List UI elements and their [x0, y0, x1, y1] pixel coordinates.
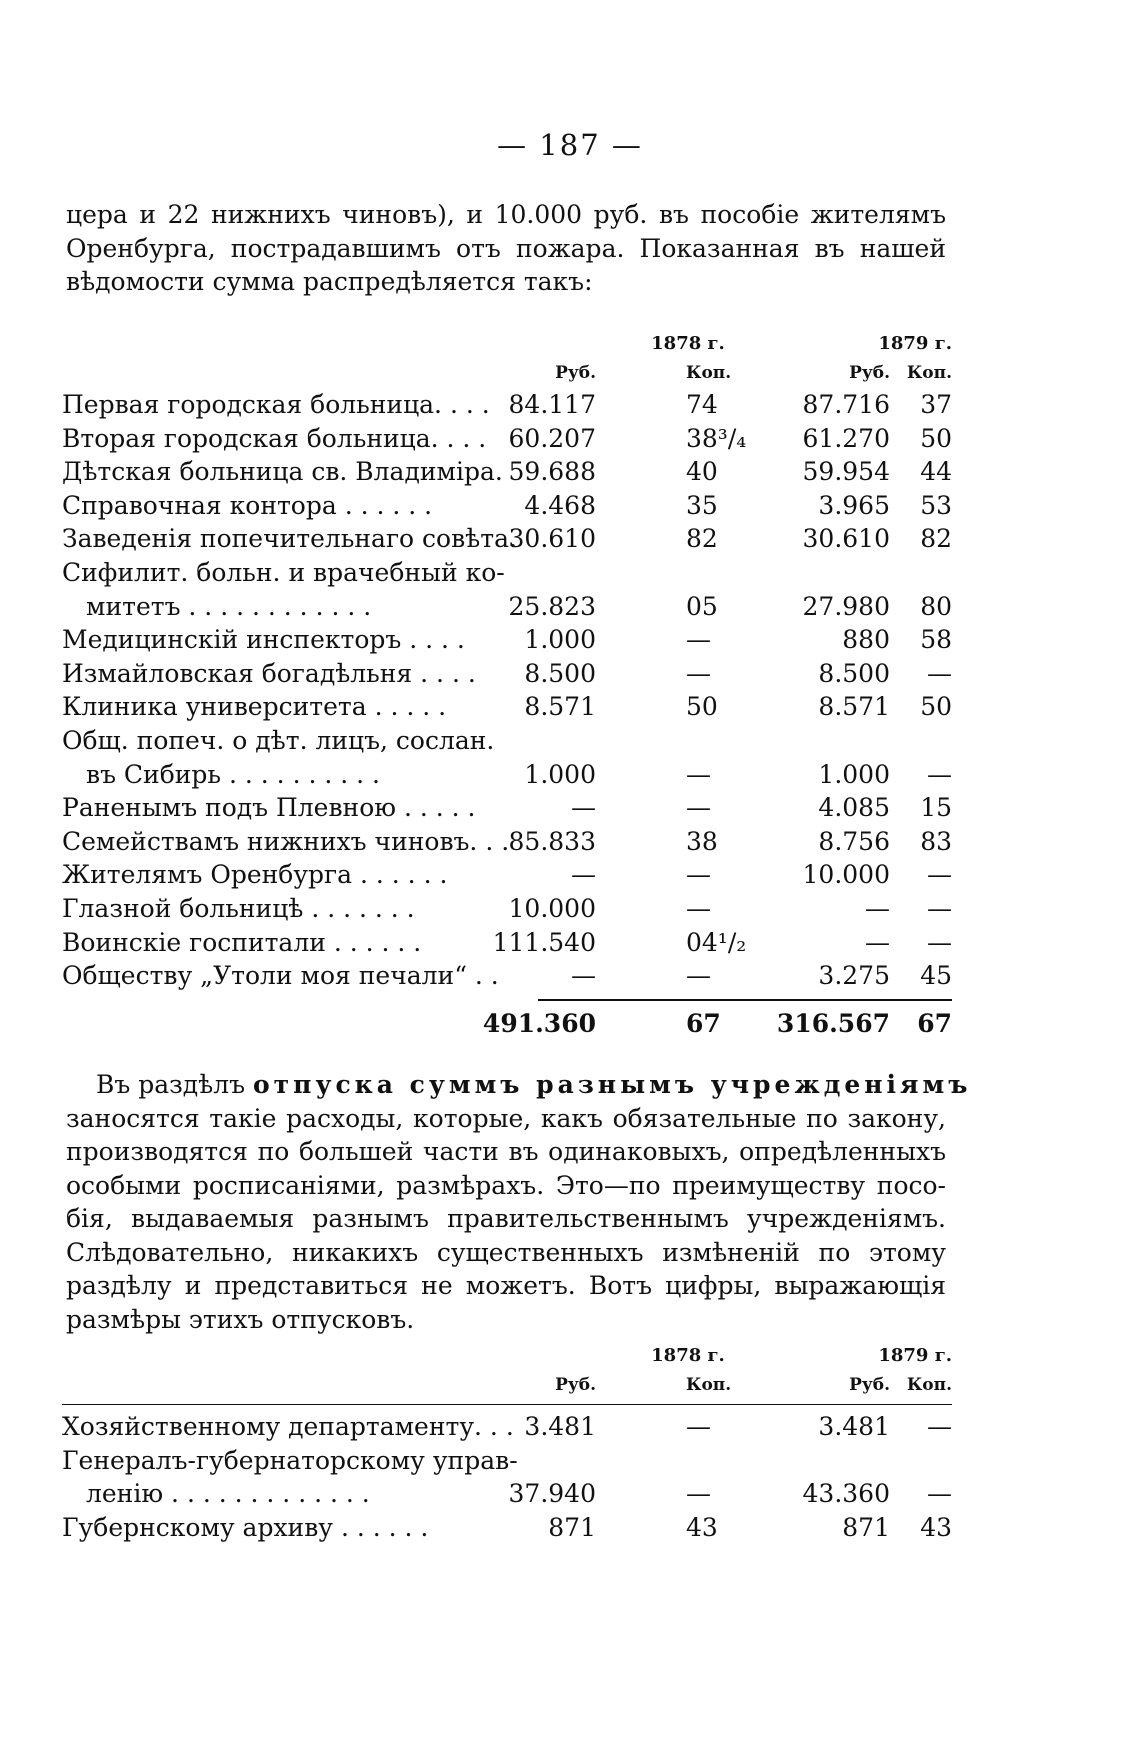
- row-label: Жителямъ Оренбурга . . . . . .: [62, 860, 448, 890]
- rub-label: Руб.: [555, 1375, 596, 1395]
- row-label: Заведенія попечительнаго совѣта.: [62, 524, 517, 554]
- row-label: Общ. попеч. о дѣт. лицъ, сослан.: [62, 725, 495, 755]
- kop-1878: —: [686, 658, 711, 688]
- kop-1879: 50: [920, 692, 952, 722]
- kop-1878: 38: [686, 826, 718, 856]
- table-unit-header: [62, 1370, 952, 1400]
- row-label: Сифилит. больн. и врачебный ко-: [62, 557, 505, 587]
- kop-1878: —: [686, 625, 711, 655]
- table-body: [62, 388, 952, 993]
- kop-1878: 40: [686, 457, 718, 487]
- row-label: Вторая городская больница. . . .: [62, 423, 487, 453]
- row-label: Клиника университета . . . . .: [62, 692, 447, 722]
- intro-line: Оренбурга, пострадавшимъ отъ пожара. Показанная въ нашей: [66, 233, 946, 263]
- rub-1878: 25.823: [508, 591, 596, 621]
- rub-1879: 1.000: [818, 759, 890, 789]
- total-kop-1879: 67: [917, 1008, 952, 1038]
- rub-1878: 8.500: [524, 658, 596, 688]
- kop-1879: —: [927, 759, 952, 789]
- kop-label: Коп.: [906, 363, 952, 383]
- page-number: — 187 —: [497, 128, 643, 162]
- rub-1878: 3.481: [524, 1412, 596, 1441]
- kop-1878: 38³/₄: [686, 423, 747, 453]
- section-line-start: Въ раздѣлъ: [96, 1070, 253, 1099]
- kop-label: Коп.: [686, 1375, 732, 1395]
- header-rule-row: [62, 1400, 952, 1410]
- table-row: [62, 1410, 952, 1444]
- rub-1878: 111.540: [492, 927, 596, 957]
- rub-label: Руб.: [849, 363, 890, 383]
- rub-1879: 30.610: [802, 524, 890, 554]
- rub-1879: 8.756: [818, 826, 890, 856]
- total-rub-1878: 491.360: [482, 1008, 596, 1038]
- kop-1878: 35: [686, 490, 718, 520]
- rub-1879: 87.716: [802, 390, 890, 419]
- rub-1878: 4.468: [524, 490, 596, 520]
- rub-1879: 8.571: [818, 692, 890, 722]
- table-row: [62, 959, 952, 993]
- table-row: [62, 1444, 952, 1478]
- table-unit-header: [62, 358, 952, 388]
- expenses-table-2: [62, 1342, 952, 1544]
- rub-1878: 30.610: [508, 524, 596, 554]
- intro-line: вѣдомости сумма распредѣляется такъ:: [66, 267, 593, 296]
- section-line: заносятся такіе расходы, которые, какъ обязательные по закону,: [66, 1103, 946, 1133]
- section-line: производятся по большей части въ одинаковыхъ, опредѣленныхъ: [66, 1137, 946, 1166]
- section-heading-spaced: отпуска суммъ разнымъ учрежденіямъ: [252, 1070, 972, 1099]
- table-row: [62, 690, 952, 724]
- year-1879-label: 1879 г.: [878, 333, 952, 354]
- rub-1879: 3.481: [818, 1412, 890, 1441]
- year-1878-label: 1878 г.: [651, 1345, 725, 1366]
- kop-1878: —: [686, 793, 711, 823]
- rub-1878: 37.940: [508, 1479, 596, 1509]
- section-line: [66, 1068, 972, 1102]
- table-row: [62, 455, 952, 489]
- table-row: [62, 858, 952, 892]
- kop-1878: 74: [686, 390, 718, 419]
- rub-1879: 8.500: [818, 658, 890, 688]
- kop-label: Коп.: [906, 1375, 952, 1395]
- rub-1879: 43.360: [802, 1479, 890, 1509]
- table-row: [62, 892, 952, 926]
- row-label: Раненымъ подъ Плевною . . . . .: [62, 793, 476, 823]
- kop-1878: —: [686, 860, 711, 890]
- rub-1878: —: [571, 793, 596, 823]
- row-label: Губернскому архиву . . . . . .: [62, 1512, 429, 1542]
- rub-1878: 84.117: [508, 390, 596, 419]
- kop-1879: —: [927, 927, 952, 957]
- kop-1879: 50: [920, 423, 952, 453]
- row-label: Справочная контора . . . . . .: [62, 490, 433, 520]
- kop-1878: 82: [686, 524, 718, 554]
- kop-1879: 43: [920, 1512, 952, 1542]
- rub-1878: —: [571, 860, 596, 890]
- table-row: [62, 522, 952, 556]
- total-rub-1879: 316.567: [776, 1008, 890, 1038]
- kop-1878: —: [686, 759, 711, 789]
- rub-1878: 1.000: [524, 759, 596, 789]
- rub-1879: 3.965: [818, 490, 890, 520]
- table-row: [62, 657, 952, 691]
- expenses-table-1: [62, 330, 952, 1040]
- kop-1879: 15: [920, 793, 952, 823]
- rub-1878: 1.000: [524, 625, 596, 655]
- kop-1878: 43: [686, 1512, 718, 1542]
- rub-1879: 880: [842, 625, 890, 655]
- row-label: Измайловская богадѣльня . . . .: [62, 658, 476, 688]
- kop-1879: 83: [920, 826, 952, 856]
- row-label: Дѣтская больница св. Владиміра.: [62, 457, 503, 487]
- rub-1879: 10.000: [802, 860, 890, 890]
- section-line: Слѣдовательно, никакихъ существенныхъ измѣненій по этому: [66, 1237, 946, 1267]
- rub-1878: 10.000: [508, 893, 596, 923]
- row-label: Обществу „Утоли моя печали“ . .: [62, 961, 499, 991]
- row-label: Воинскіе госпитали . . . . . .: [62, 927, 422, 957]
- kop-1879: 53: [920, 490, 952, 520]
- rub-1879: 871: [842, 1512, 890, 1542]
- table-row: [62, 724, 952, 758]
- kop-1879: —: [927, 658, 952, 688]
- table-row: [62, 926, 952, 960]
- table-row: [62, 623, 952, 657]
- row-label: Генералъ-губернаторскому управ-: [62, 1445, 518, 1475]
- section-line: особыми росписаніями, размѣрахъ. Это—по преимуществу посо-: [66, 1170, 946, 1200]
- table-row: [62, 556, 952, 590]
- table-row: [62, 1511, 952, 1545]
- section-line: раздѣлу и представиться не можетъ. Вотъ цифры, выражающія: [66, 1271, 946, 1300]
- year-1878-label: 1878 г.: [651, 333, 725, 354]
- rub-1879: 4.085: [818, 793, 890, 823]
- kop-1878: —: [686, 893, 711, 923]
- row-label: Семействамъ нижнихъ чиновъ. . .: [62, 826, 510, 856]
- row-label: Медицинскій инспекторъ . . . .: [62, 625, 465, 655]
- table-row: [62, 1477, 952, 1511]
- rub-1879: —: [865, 893, 890, 923]
- rub-1878: 85.833: [508, 826, 596, 856]
- rub-1879: 27.980: [802, 591, 890, 621]
- table-year-header: [62, 1342, 952, 1370]
- rub-label: Руб.: [555, 363, 596, 383]
- rub-1878: 871: [548, 1512, 596, 1542]
- rub-1878: 60.207: [508, 423, 596, 453]
- table-row: [62, 388, 952, 422]
- kop-1879: 45: [920, 961, 952, 991]
- kop-1879: —: [927, 1479, 952, 1509]
- kop-1879: —: [927, 860, 952, 890]
- kop-1878: —: [686, 1479, 711, 1509]
- rub-1879: —: [865, 927, 890, 957]
- rub-1878: 8.571: [524, 692, 596, 722]
- rub-1879: 59.954: [802, 457, 890, 487]
- intro-paragraph: [66, 198, 946, 299]
- table-row: [62, 791, 952, 825]
- table-total-row: [62, 1007, 952, 1041]
- rub-1879: 61.270: [802, 423, 890, 453]
- row-label: Глазной больницѣ . . . . . . .: [62, 893, 415, 923]
- table-row: [62, 489, 952, 523]
- kop-1878: 05: [686, 591, 718, 621]
- kop-1879: 44: [920, 457, 952, 487]
- table-row: [62, 825, 952, 859]
- rub-1878: 59.688: [508, 457, 596, 487]
- kop-1879: 37: [920, 390, 952, 419]
- rub-label: Руб.: [849, 1375, 890, 1395]
- sum-rule: [538, 999, 952, 1001]
- table-row: [62, 422, 952, 456]
- kop-1879: —: [927, 1412, 952, 1441]
- row-label: ленію . . . . . . . . . . . . .: [86, 1479, 370, 1509]
- year-1879-label: 1879 г.: [878, 1345, 952, 1366]
- row-label: митетъ . . . . . . . . . . . .: [86, 591, 372, 621]
- kop-1878: 50: [686, 692, 718, 722]
- section-paragraph: [66, 1068, 972, 1336]
- section-line: бія, выдаваемыя разнымъ правительственнымъ учрежденіямъ.: [66, 1204, 946, 1233]
- row-label: въ Сибирь . . . . . . . . . .: [86, 759, 380, 789]
- header-rule: [62, 1404, 952, 1405]
- rub-1878: —: [571, 961, 596, 991]
- rub-1879: 3.275: [818, 961, 890, 991]
- kop-1878: —: [686, 961, 711, 991]
- kop-1879: 82: [920, 524, 952, 554]
- total-kop-1878: 67: [686, 1008, 721, 1038]
- kop-1879: 80: [920, 591, 952, 621]
- kop-1879: —: [927, 893, 952, 923]
- total-rule-row: [62, 993, 952, 1007]
- table-body: [62, 1410, 952, 1544]
- kop-label: Коп.: [686, 363, 732, 383]
- intro-line: цера и 22 нижнихъ чиновъ), и 10.000 руб. въ пособіе жителямъ: [66, 200, 946, 229]
- kop-1878: 04¹/₂: [686, 927, 747, 957]
- section-line: размѣры этихъ отпусковъ.: [66, 1304, 415, 1334]
- table-row: [62, 590, 952, 624]
- kop-1879: 58: [920, 625, 952, 655]
- kop-1878: —: [686, 1412, 711, 1441]
- table-year-header: [62, 330, 952, 358]
- row-label: Хозяйственному департаменту. . .: [62, 1412, 514, 1441]
- table-row: [62, 758, 952, 792]
- row-label: Первая городская больница. . . .: [62, 390, 490, 419]
